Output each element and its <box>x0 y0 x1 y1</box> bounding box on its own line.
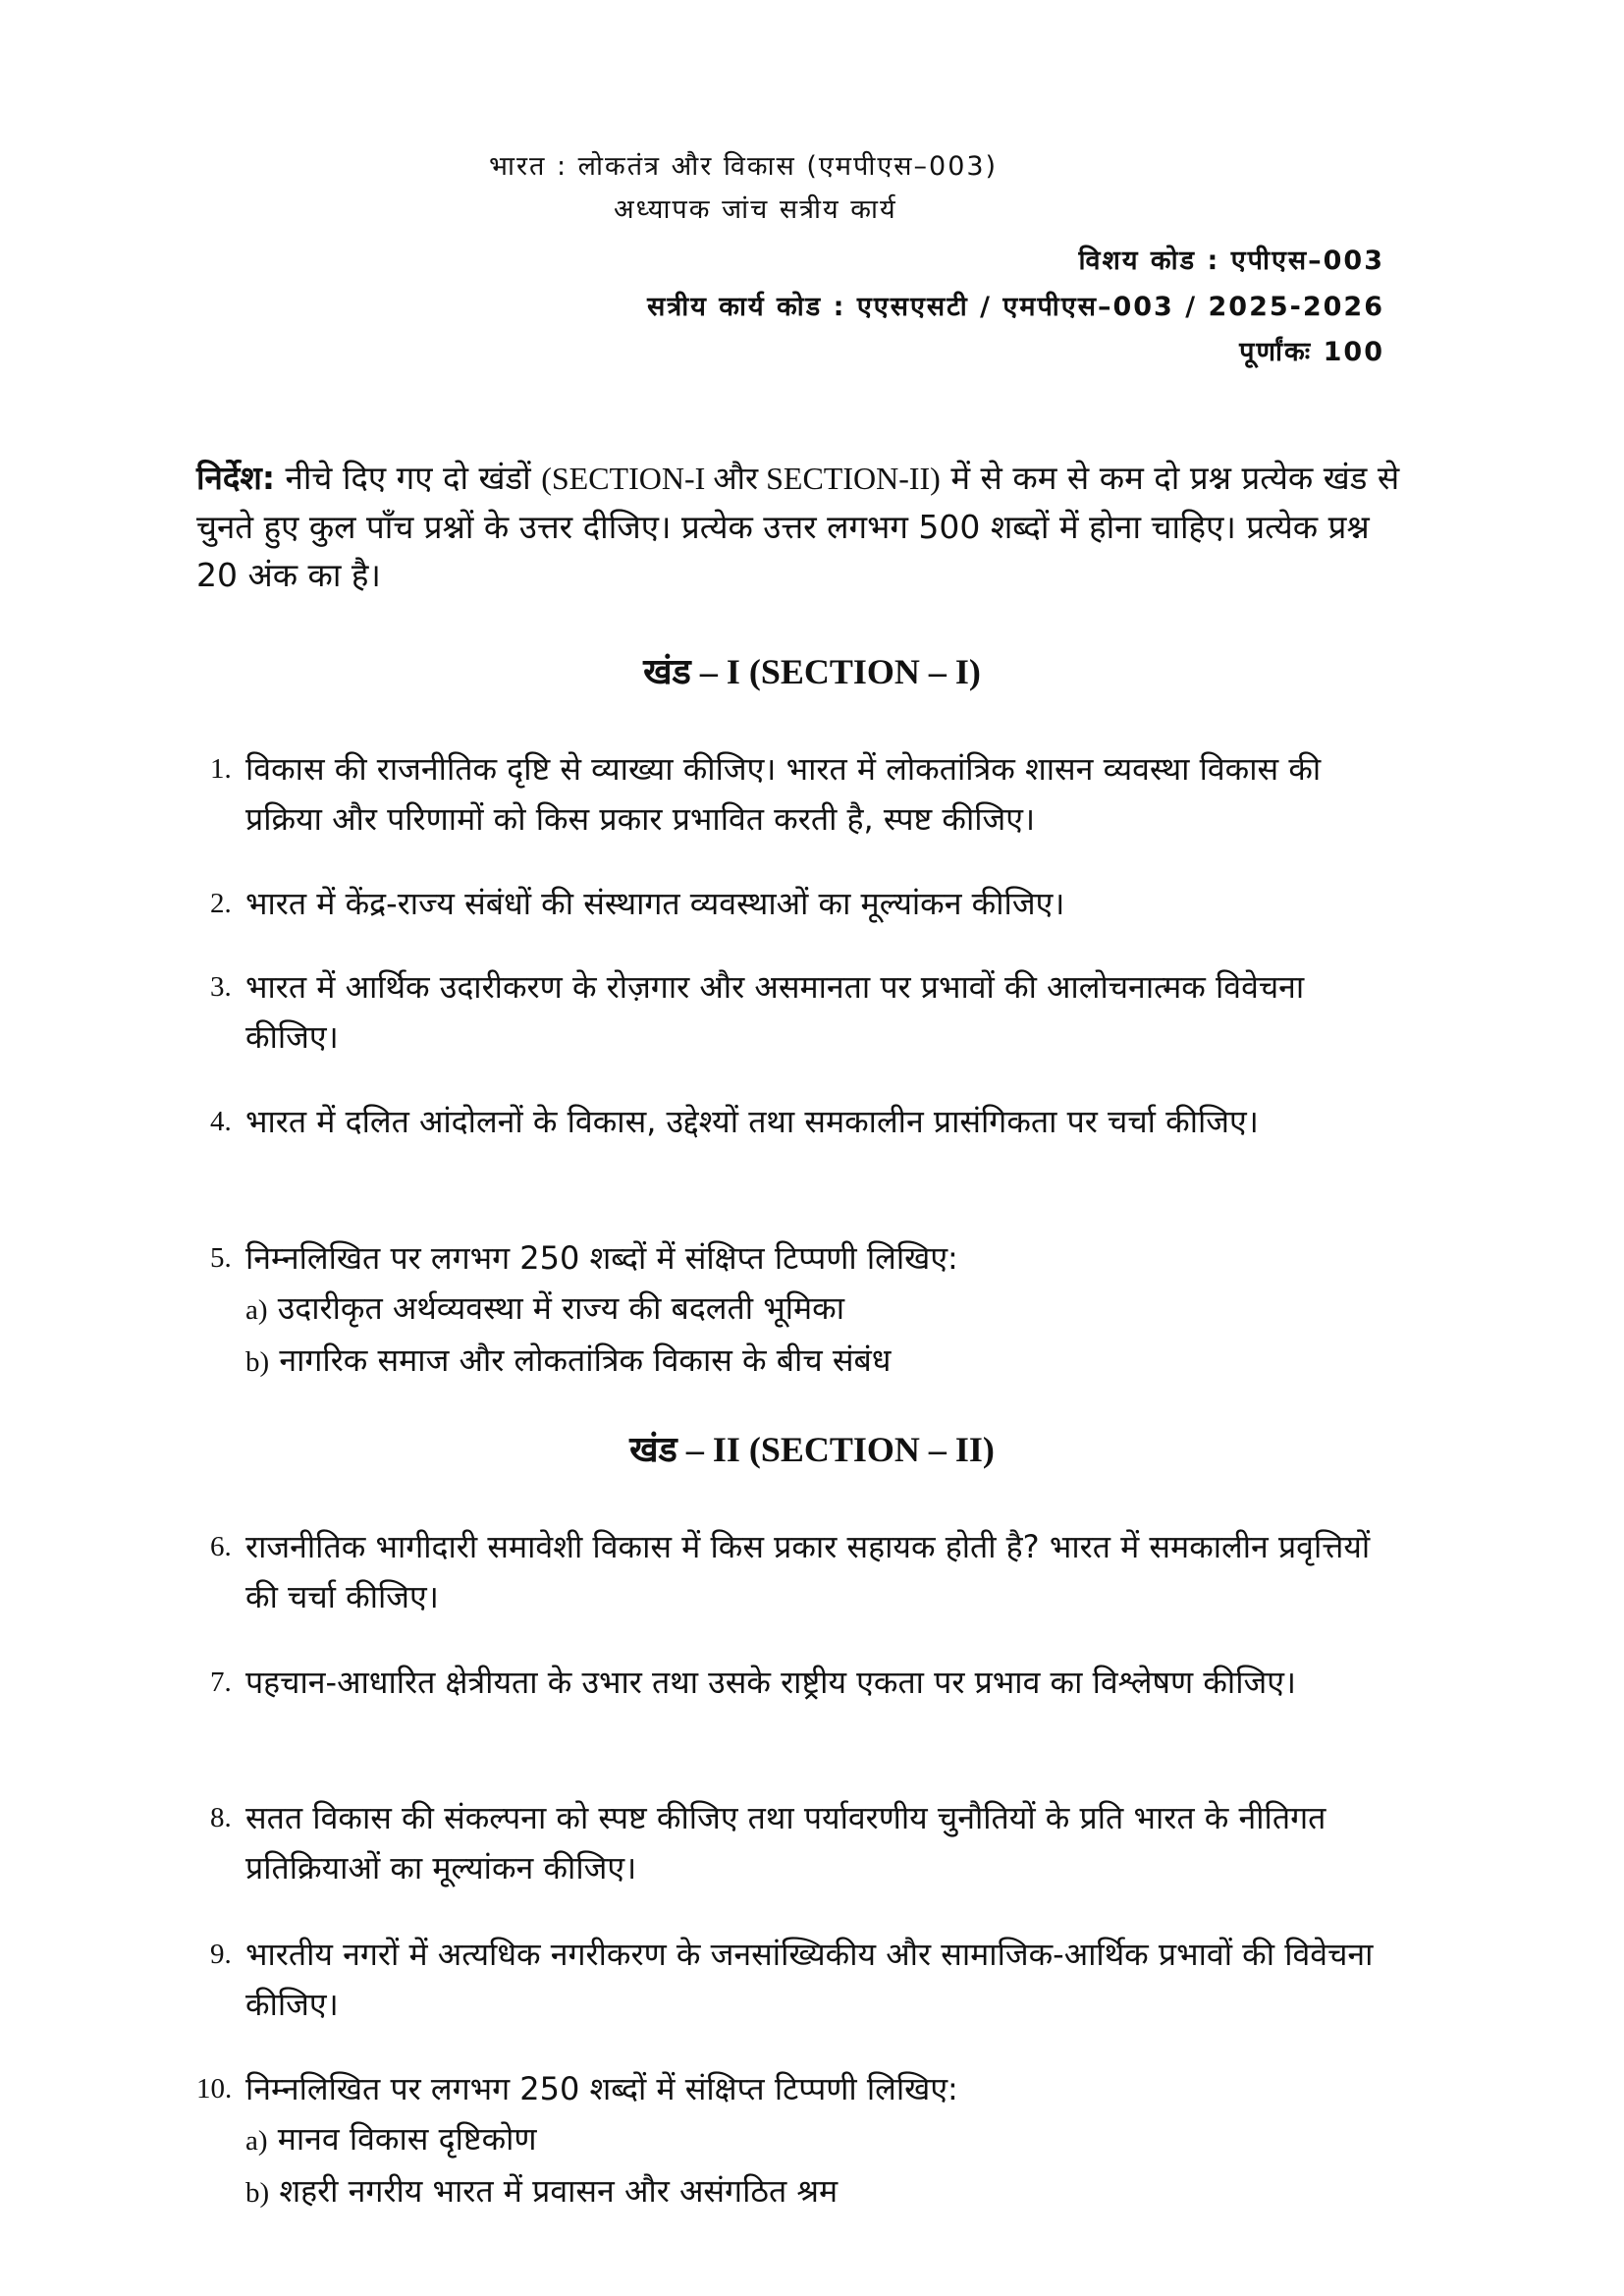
question-number: 6. <box>210 1531 232 1562</box>
sub-question-mark: b) <box>245 2177 270 2209</box>
max-marks-label: पूर्णांकः <box>1239 337 1313 367</box>
sub-question-text: मानव विकास दृष्टिकोण <box>267 2120 537 2158</box>
question-item <box>210 1793 1394 1893</box>
question-item <box>210 1522 1394 1622</box>
section-heading-latin: – I (SECTION – I) <box>690 652 981 691</box>
instructions-text-2: में से कम से कम दो प्रश्न प्रत्येक खंड से चुनते हुए कुल पाँच प्रश्नों के उत्तर दीजिए। प्रत्येक उत्तर लगभग 500 शब्दों में होना चाहिए। प्रत्येक प्रश्न 20 अंक का है। <box>196 459 1400 594</box>
sub-question-mark: a) <box>245 1294 268 1326</box>
section-heading-2 <box>0 1432 1624 1468</box>
question-text: विकास की राजनीतिक दृष्टि से व्याख्या कीजिए। भारत में लोकतांत्रिक शासन व्यवस्था विकास की प्रक्रिया और परिणामों को किस प्रकार प्रभावित करती है, स्पष्ट कीजिए। <box>245 750 1322 838</box>
question-number: 1. <box>210 753 232 785</box>
section-heading-dev: खंड <box>629 1430 677 1470</box>
assignment-code: सत्रीय कार्य कोड : एएसएसटी / एमपीएस–003 / 2025-2026 <box>647 292 1384 322</box>
sub-question <box>245 1336 1394 1388</box>
question-number: 7. <box>210 1667 232 1698</box>
question-number: 5. <box>210 1242 232 1274</box>
question-number: 9. <box>210 1939 232 1970</box>
sub-question <box>245 2166 1394 2218</box>
question-number: 2. <box>210 888 232 919</box>
question-text: निम्नलिखित पर लगभग 250 शब्दों में संक्षिप्त टिप्पणी लिखिए: <box>245 1239 958 1277</box>
question-number: 4. <box>210 1106 232 1137</box>
question-text: भारत में दलित आंदोलनों के विकास, उद्देश्यों तथा समकालीन प्रासंगिकता पर चर्चा कीजिए। <box>245 1103 1259 1140</box>
question-item <box>210 1097 1394 1147</box>
question-text: भारतीय नगरों में अत्यधिक नगरीकरण के जनसांख्यिकीय और सामाजिक-आर्थिक प्रभावों की विवेचना कीजिए। <box>245 1936 1374 2023</box>
question-item <box>210 1233 1394 1388</box>
sub-question-text: उदारीकृत अर्थव्यवस्था में राज्य की बदलती भूमिका <box>267 1289 844 1327</box>
section-heading-latin: – II (SECTION – II) <box>677 1430 995 1469</box>
sub-question <box>245 1284 1394 1336</box>
max-marks-value: 100 <box>1323 337 1384 367</box>
question-item <box>210 744 1394 845</box>
sub-question-text: नागरिक समाज और लोकतांत्रिक विकास के बीच संबंध <box>269 1341 892 1379</box>
question-text: निम्नलिखित पर लगभग 250 शब्दों में संक्षिप्त टिप्पणी लिखिए: <box>245 2070 958 2107</box>
question-item <box>196 2064 1394 2218</box>
instructions-text-1: नीचे दिए गए दो खंडों <box>275 459 542 497</box>
question-text: पहचान-आधारित क्षेत्रीयता के उभार तथा उसके राष्ट्रीय एकता पर प्रभाव का विश्लेषण कीजिए। <box>245 1664 1297 1701</box>
sub-question-text: शहरी नगरीय भारत में प्रवासन और असंगठित श्रम <box>269 2172 839 2210</box>
instructions-text-latin: (SECTION-I और SECTION-II) <box>541 461 941 496</box>
question-text: भारत में केंद्र-राज्य संबंधों की संस्थागत व्यवस्थाओं का मूल्यांकन कीजिए। <box>245 885 1065 922</box>
section-heading-1 <box>0 654 1624 690</box>
instructions-label: निर्देश: <box>196 459 276 497</box>
document-subtitle: अध्यापक जांच सत्रीय कार्य <box>614 194 897 225</box>
document-title: भारत : लोकतंत्र और विकास (एमपीएस–003) <box>489 151 999 182</box>
question-number: 3. <box>210 971 232 1003</box>
question-item <box>210 1930 1394 2030</box>
question-number: 10. <box>196 2073 233 2105</box>
question-item <box>210 962 1394 1063</box>
instructions <box>196 454 1404 599</box>
question-item <box>210 879 1394 929</box>
subject-code: विशय कोड : एपीएस–003 <box>1078 246 1384 276</box>
question-text: सतत विकास की संकल्पना को स्पष्ट कीजिए तथा पर्यावरणीय चुनौतियों के प्रति भारत के नीतिगत प्रतिक्रियाओं का मूल्यांकन कीजिए। <box>245 1799 1326 1886</box>
max-marks <box>1239 339 1384 365</box>
sub-question <box>245 2114 1394 2166</box>
question-item <box>210 1658 1394 1708</box>
question-number: 8. <box>210 1802 232 1833</box>
section-heading-dev: खंड <box>643 652 691 692</box>
question-text: राजनीतिक भागीदारी समावेशी विकास में किस प्रकार सहायक होती है? भारत में समकालीन प्रवृत्तियों की चर्चा कीजिए। <box>245 1528 1371 1615</box>
sub-question-mark: b) <box>245 1346 270 1378</box>
sub-question-mark: a) <box>245 2125 268 2157</box>
question-text: भारत में आर्थिक उदारीकरण के रोज़गार और असमानता पर प्रभावों की आलोचनात्मक विवेचना कीजिए। <box>245 968 1305 1056</box>
